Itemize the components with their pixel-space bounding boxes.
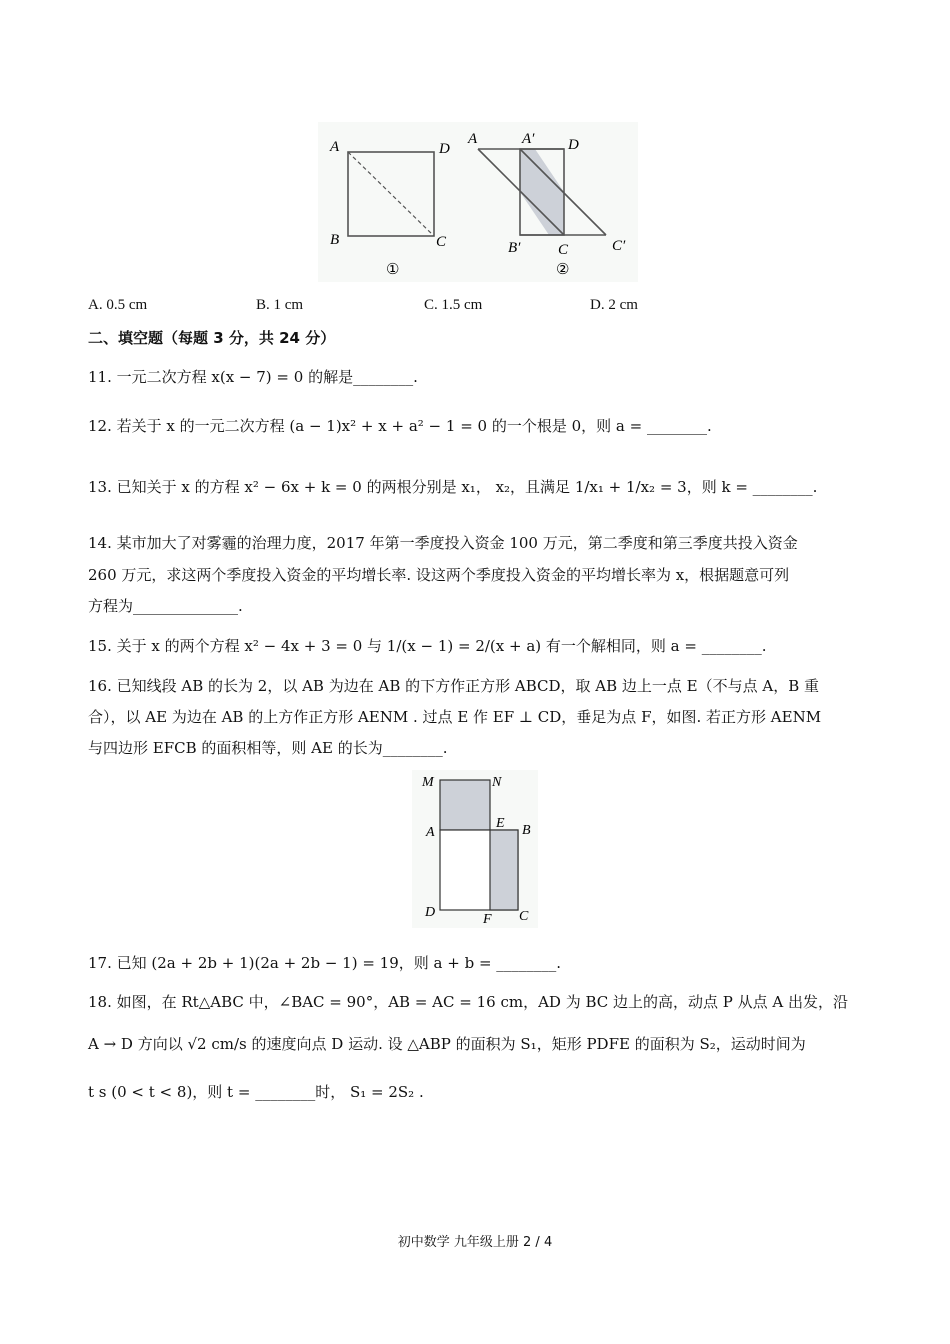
label-c: C bbox=[519, 909, 529, 924]
question-16-line-1: 16. 已知线段 AB 的长为 2，以 AB 为边在 AB 的下方作正方形 ABCD，取 AB 边上一点 E（不与点 A，B 重 bbox=[88, 677, 820, 695]
label-e: E bbox=[496, 816, 505, 831]
label-a-right: A bbox=[468, 131, 478, 147]
caption-2: ② bbox=[556, 262, 570, 278]
square-aenm bbox=[440, 780, 490, 830]
label-c-right: C bbox=[558, 242, 569, 258]
question-14-line-3: 方程为______________. bbox=[88, 597, 243, 615]
question-16-line-3: 与四边形 EFCB 的面积相等，则 AE 的长为________. bbox=[88, 739, 448, 757]
question-14-line-1: 14. 某市加大了对雾霾的治理力度，2017 年第一季度投入资金 100 万元，第二季度和第三季度共投入资金 bbox=[88, 534, 798, 552]
question-18-line-1: 18. 如图，在 Rt△ABC 中，∠BAC = 90°，AB = AC = 16 cm，AD 为 BC 边上的高，动点 P 从点 A 出发，沿 bbox=[88, 993, 849, 1011]
label-n: N bbox=[492, 775, 502, 790]
option-c: C. 1.5 cm bbox=[424, 297, 483, 313]
label-b-left: B bbox=[330, 232, 340, 248]
figure-aenm bbox=[412, 770, 538, 928]
label-b-prime: B′ bbox=[508, 240, 521, 256]
label-b: B bbox=[522, 823, 531, 838]
option-a: A. 0.5 cm bbox=[88, 297, 148, 313]
label-a-left: A bbox=[330, 139, 340, 155]
label-d: D bbox=[425, 905, 436, 920]
question-13: 13. 已知关于 x 的方程 x² − 6x + k = 0 的两根分别是 x₁， x₂，且满足 1/x₁ + 1/x₂ = 3，则 k = ________. bbox=[88, 478, 818, 496]
option-b: B. 1 cm bbox=[256, 297, 304, 313]
label-a: A bbox=[426, 825, 435, 840]
label-a-prime: A′ bbox=[522, 131, 535, 147]
label-m: M bbox=[422, 775, 434, 790]
label-c-left: C bbox=[436, 234, 447, 250]
question-16-line-2: 合），以 AE 为边在 AB 的上方作正方形 AENM . 过点 E 作 EF ⊥ CD，垂足为点 F，如图. 若正方形 AENM bbox=[88, 708, 822, 726]
caption-1: ① bbox=[386, 262, 400, 278]
page-footer: 初中数学 九年级上册 2 / 4 bbox=[397, 1235, 553, 1250]
question-11: 11. 一元二次方程 x(x − 7) = 0 的解是________. bbox=[88, 368, 418, 386]
label-f: F bbox=[483, 912, 492, 927]
quad-efcb bbox=[490, 830, 518, 910]
question-15: 15. 关于 x 的两个方程 x² − 4x + 3 = 0 与 1/(x − 1) = 2/(x + a) 有一个解相同，则 a = ________. bbox=[88, 637, 767, 655]
section-title: 二、填空题（每题 3 分，共 24 分） bbox=[88, 329, 336, 347]
question-18-line-3: t s (0 < t < 8)，则 t = ________时， S₁ = 2S₂ . bbox=[88, 1083, 424, 1101]
question-18-line-2: A → D 方向以 √2 cm/s 的速度向点 D 运动. 设 △ABP 的面积为 S₁，矩形 PDFE 的面积为 S₂，运动时间为 bbox=[88, 1035, 806, 1053]
option-d: D. 2 cm bbox=[590, 297, 638, 313]
label-d-left: D bbox=[439, 141, 450, 157]
label-c-prime: C′ bbox=[612, 238, 626, 254]
label-d-right: D bbox=[568, 137, 579, 153]
question-14-line-2: 260 万元，求这两个季度投入资金的平均增长率. 设这两个季度投入资金的平均增长率为 x，根据题意可列 bbox=[88, 566, 790, 584]
figure-squares bbox=[318, 122, 638, 282]
question-17: 17. 已知 (2a + 2b + 1)(2a + 2b − 1) = 19，则 a + b = ________. bbox=[88, 954, 562, 972]
question-12: 12. 若关于 x 的一元二次方程 (a − 1)x² + x + a² − 1 = 0 的一个根是 0，则 a = ________. bbox=[88, 417, 712, 435]
